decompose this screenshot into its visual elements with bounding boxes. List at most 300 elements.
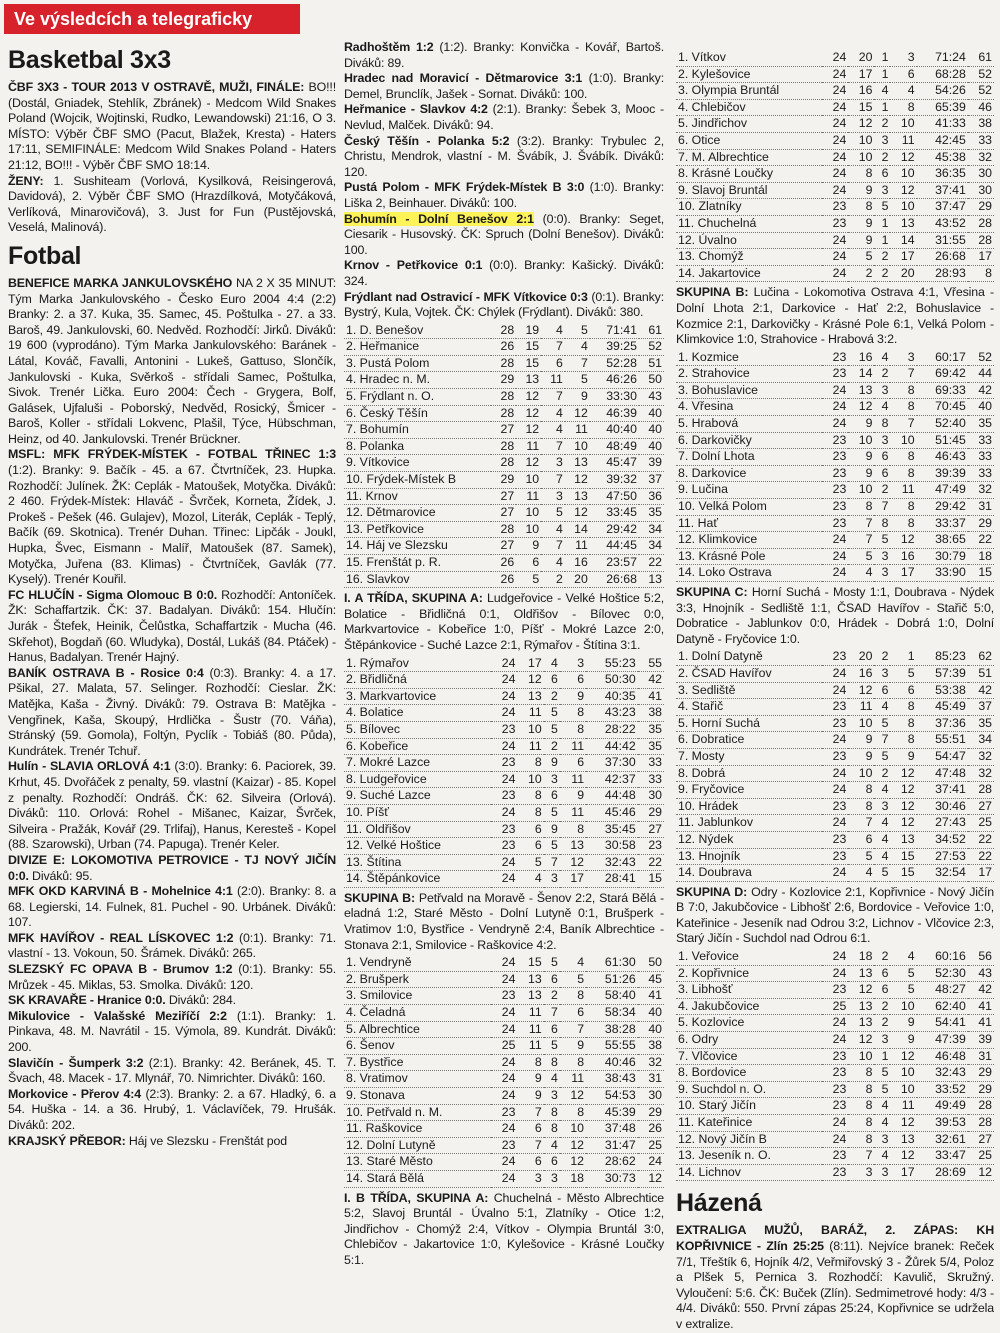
table-row [344, 1170, 664, 1187]
stat-cell: 10 [848, 149, 874, 166]
stat-cell: 12 [565, 472, 590, 489]
stat-cell: 7 [890, 416, 916, 433]
stat-cell: 6 [874, 449, 890, 466]
stat-cell: 31:55 [917, 232, 968, 249]
stat-cell: 11 [560, 738, 586, 755]
result-details: (1:2). Branky: 9. Bačík - 45. a 67. Čtvrtníček, 23. Hupka. Rozhodčí: Julínek. ŽK: Ceplák - Matoušek, Motyčka. Diváků: 2 460. Frýdek-Místek: Hlaváč - Švrček, Korneta, Žídek, J. Prokeš - Pešek (46. Gulajev), Mozol, Literák, Ceplák - Teplý, Bačík (69. Skotnica). Trenér Duhan. Třinec: Lipčák - Joukl, Hupka, Švec, Eismann - Malíř, Matoušek (87. Samek), Motyčka, Juřena (83. Klimas) - Čtvrtníček, Gavlák (77. Kyselý). Trenér Kouřil. [8, 463, 336, 587]
stat-cell: 69:42 [917, 366, 968, 383]
stat-cell: 10 [565, 438, 590, 455]
stat-cell: 44 [968, 366, 994, 383]
stat-cell: 9 [560, 788, 586, 805]
stat-cell: 11 [516, 438, 541, 455]
result-paragraph [344, 891, 664, 953]
stat-cell: 15 [890, 848, 916, 865]
stat-cell: 23 [822, 1164, 848, 1181]
stat-cell: 24 [491, 656, 517, 672]
stat-cell: 28 [491, 438, 516, 455]
stat-cell: 61 [968, 50, 994, 66]
team-name: 6. Odry [676, 1032, 822, 1049]
result-details: (2:1). Branky: Šebek 3, Mooc - Nevlud, Malček. Diváků: 94. [344, 102, 664, 132]
stat-cell: 32 [968, 482, 994, 499]
table-row [676, 748, 994, 765]
stat-cell: 28 [968, 215, 994, 232]
stat-cell: 23 [822, 831, 848, 848]
stat-cell: 28:62 [586, 1154, 638, 1171]
result-headline: Pustá Polom - MFK Frýdek-Místek B 3:0 [344, 180, 585, 195]
table-row [344, 688, 664, 705]
stat-cell: 23 [822, 449, 848, 466]
stat-cell: 24 [822, 50, 848, 66]
stat-cell: 8 [517, 804, 543, 821]
stat-cell: 23 [822, 699, 848, 716]
stat-cell: 6 [874, 682, 890, 699]
table-row [676, 1098, 994, 1115]
stat-cell: 24 [822, 66, 848, 83]
table-row [676, 399, 994, 416]
table-row [344, 339, 664, 356]
stat-cell: 12 [848, 116, 874, 133]
stat-cell: 37:48 [586, 1121, 638, 1138]
team-name: 14. Stará Bělá [344, 1170, 491, 1187]
stat-cell: 27:53 [917, 848, 968, 865]
stat-cell: 23 [822, 215, 848, 232]
team-name: 10. Frýdek-Místek B [344, 472, 491, 489]
result-details: (0:1). Branky: 55. Mrůzek - 45. Miklas, 53. Smolka. Diváků: 120. [8, 962, 336, 992]
stat-cell: 23 [822, 482, 848, 499]
stat-cell: 24 [822, 116, 848, 133]
stat-cell: 23 [491, 1104, 517, 1121]
stat-cell: 23 [822, 848, 848, 865]
stat-cell: 28 [491, 521, 516, 538]
stat-cell: 52 [968, 83, 994, 100]
result-headline: I. B TŘÍDA, SKUPINA A: [344, 1190, 489, 1205]
team-name: 16. Slavkov [344, 571, 491, 588]
stat-cell: 29 [491, 472, 516, 489]
stat-cell: 10 [890, 116, 916, 133]
stat-cell: 12 [890, 1048, 916, 1065]
stat-cell: 8 [890, 449, 916, 466]
stat-cell: 35 [968, 416, 994, 433]
stat-cell: 26 [491, 571, 516, 588]
stat-cell: 8 [968, 265, 994, 282]
table-row [344, 1071, 664, 1088]
stat-cell: 1 [874, 1048, 890, 1065]
result-details: (2:3). Branky: 2. a 67. Hladký, 6. a 54. Huška - 14. a 36. Hrubý, 1. Václavíček, 79. Hrušák. Diváků: 202. [8, 1086, 336, 1132]
table-row [344, 1088, 664, 1105]
stat-cell: 7 [541, 538, 565, 555]
table-row [676, 798, 994, 815]
stat-cell: 23 [822, 1148, 848, 1165]
stat-cell: 24 [822, 1015, 848, 1032]
team-name: 14. Lichnov [676, 1164, 822, 1181]
stat-cell: 26 [638, 1121, 664, 1138]
team-name: 4. Vřesina [676, 399, 822, 416]
stat-cell: 9 [890, 748, 916, 765]
stat-cell: 30 [968, 182, 994, 199]
stat-cell: 32:43 [586, 854, 638, 871]
table-row [676, 565, 994, 582]
team-name: 13. Štítina [344, 854, 491, 871]
stat-cell: 24 [822, 149, 848, 166]
stat-cell: 42:45 [917, 132, 968, 149]
stat-cell: 24 [491, 1170, 517, 1187]
stat-cell: 24 [491, 1021, 517, 1038]
stat-cell: 9 [560, 688, 586, 705]
stat-cell: 2 [541, 571, 565, 588]
column-2 [344, 40, 664, 1269]
stat-cell: 16 [565, 555, 590, 572]
stat-cell: 4 [541, 521, 565, 538]
table-row [344, 1104, 664, 1121]
result-headline: MSFL: MFK FRÝDEK-MÍSTEK - FOTBAL TŘINEC 1:3 [8, 447, 336, 462]
stat-cell: 22 [968, 848, 994, 865]
stat-cell: 9 [848, 232, 874, 249]
stat-cell: 26:68 [917, 249, 968, 266]
stat-cell: 2 [874, 149, 890, 166]
team-name: 6. Šenov [344, 1038, 491, 1055]
stat-cell: 30 [638, 1088, 664, 1105]
stat-cell: 1 [874, 215, 890, 232]
result-headline: SLEZSKÝ FC OPAVA B - Brumov 1:2 [8, 962, 233, 977]
team-name: 2. Kopřivnice [676, 965, 822, 982]
team-name: 3. Smilovice [344, 988, 491, 1005]
stat-cell: 8 [890, 732, 916, 749]
stat-cell: 46 [968, 99, 994, 116]
table-row [676, 532, 994, 549]
stat-cell: 62 [968, 649, 994, 665]
stat-cell: 15 [848, 99, 874, 116]
stat-cell: 14 [565, 521, 590, 538]
team-name: 9. Lučina [676, 482, 822, 499]
team-name: 14. Háj ve Slezsku [344, 538, 491, 555]
stat-cell: 35 [638, 738, 664, 755]
result-headline: SKUPINA D: [676, 884, 748, 899]
stat-cell: 24 [822, 965, 848, 982]
stat-cell: 23 [491, 755, 517, 772]
stat-cell: 20 [565, 571, 590, 588]
stat-cell: 31 [968, 499, 994, 516]
team-name: 4. Stařič [676, 699, 822, 716]
stat-cell: 8 [517, 755, 543, 772]
stat-cell: 8 [890, 499, 916, 516]
stat-cell: 8 [560, 721, 586, 738]
table-row [676, 249, 994, 266]
stat-cell: 13 [890, 831, 916, 848]
stat-cell: 4 [565, 339, 590, 356]
stat-cell: 27 [638, 821, 664, 838]
team-name: 13. Hnojník [676, 848, 822, 865]
stat-cell: 22 [968, 532, 994, 549]
stat-cell: 6 [874, 166, 890, 183]
stat-cell: 28 [491, 405, 516, 422]
stat-cell: 24 [822, 132, 848, 149]
stat-cell: 13 [848, 998, 874, 1015]
stat-cell: 23 [822, 748, 848, 765]
stat-cell: 12 [890, 532, 916, 549]
stat-cell: 4 [890, 949, 916, 965]
stat-cell: 62:40 [917, 998, 968, 1015]
team-name: 7. Bystřice [344, 1054, 491, 1071]
stat-cell: 29 [968, 515, 994, 532]
stat-cell: 26:68 [590, 571, 639, 588]
stat-cell: 8 [890, 515, 916, 532]
team-name: 5. Hrabová [676, 416, 822, 433]
stat-cell: 25 [491, 1038, 517, 1055]
stat-cell: 38:43 [586, 1071, 638, 1088]
table-row [676, 350, 994, 366]
stat-cell: 6 [874, 465, 890, 482]
stat-cell: 8 [874, 515, 890, 532]
stat-cell: 12 [848, 682, 874, 699]
stat-cell: 36:35 [917, 166, 968, 183]
stat-cell: 24 [822, 1115, 848, 1132]
result-paragraph [8, 1134, 336, 1150]
stat-cell: 24 [491, 1154, 517, 1171]
stat-cell: 7 [848, 1148, 874, 1165]
team-name: 4. Čeladná [344, 1005, 491, 1022]
team-name: 13. Chomýž [676, 249, 822, 266]
stat-cell: 15 [516, 355, 541, 372]
stat-cell: 27 [491, 505, 516, 522]
stat-cell: 9 [848, 182, 874, 199]
team-name: 3. Sedliště [676, 682, 822, 699]
team-name: 6. Otice [676, 132, 822, 149]
stat-cell: 10 [848, 432, 874, 449]
table-row [676, 199, 994, 216]
team-name: 1. Veřovice [676, 949, 822, 965]
stat-cell: 10 [516, 521, 541, 538]
stat-cell: 45:46 [586, 804, 638, 821]
team-name: 11. Kateřinice [676, 1115, 822, 1132]
stat-cell: 37:47 [917, 199, 968, 216]
team-name: 6. Český Těšín [344, 405, 491, 422]
stat-cell: 12 [638, 1170, 664, 1187]
stat-cell: 7 [541, 438, 565, 455]
result-headline: Radhoštěm 1:2 [344, 40, 434, 54]
result-headline: Krnov - Petřkovice 0:1 [344, 258, 483, 273]
stat-cell: 22 [639, 555, 664, 572]
stat-cell: 27 [968, 798, 994, 815]
stat-cell: 28:69 [917, 1164, 968, 1181]
stat-cell: 30:79 [917, 548, 968, 565]
stat-cell: 10 [848, 132, 874, 149]
stat-cell: 24 [822, 765, 848, 782]
stat-cell: 71:41 [590, 323, 639, 339]
stat-cell: 3 [541, 455, 565, 472]
stat-cell: 3 [874, 182, 890, 199]
result-paragraph [676, 885, 994, 947]
team-name: 13. Krásné Pole [676, 548, 822, 565]
stat-cell: 23 [491, 1137, 517, 1154]
stat-cell: 12 [968, 1164, 994, 1181]
stat-cell: 39:32 [590, 472, 639, 489]
table-row [344, 971, 664, 988]
stat-cell: 2 [874, 1015, 890, 1032]
stat-cell: 8 [560, 1104, 586, 1121]
stat-cell: 8 [890, 382, 916, 399]
stat-cell: 28:41 [586, 871, 638, 888]
stat-cell: 7 [874, 499, 890, 516]
stat-cell: 26 [491, 555, 516, 572]
stat-cell: 68:28 [917, 66, 968, 83]
stat-cell: 5 [874, 1081, 890, 1098]
table-row [344, 372, 664, 389]
stat-cell: 24 [822, 166, 848, 183]
stat-cell: 12 [565, 405, 590, 422]
stat-cell: 30 [968, 166, 994, 183]
stat-cell: 24 [491, 771, 517, 788]
table-row [676, 965, 994, 982]
table-row [344, 1054, 664, 1071]
team-name: 13. Jeseník n. O. [676, 1148, 822, 1165]
stat-cell: 24 [822, 532, 848, 549]
stat-cell: 11 [517, 1005, 543, 1022]
table-row [344, 505, 664, 522]
stat-cell: 7 [541, 389, 565, 406]
stat-cell: 5 [565, 372, 590, 389]
result-details: 1. Sushiteam (Vorlová, Kysilková, Reisingerová, Davidová), 2. Výběr ČBF SMO (Hrazdílková, Motyčáková, Verlíková, Minarovičová), 3. Just for Fun (Pustějovská, Veselá, Malinová). [8, 173, 336, 235]
stat-cell: 3 [544, 871, 560, 888]
team-name: 6. Darkovičky [676, 432, 822, 449]
result-paragraph [8, 931, 336, 962]
team-name: 5. Albrechtice [344, 1021, 491, 1038]
stat-cell: 35 [638, 721, 664, 738]
stat-cell: 53:38 [917, 682, 968, 699]
stat-cell: 5 [848, 848, 874, 865]
stat-cell: 29 [968, 1065, 994, 1082]
result-headline: ŽENY: [8, 173, 44, 188]
table-row [344, 656, 664, 672]
result-headline: Bohumín - Dolní Benešov 2:1 [344, 211, 534, 226]
stat-cell: 7 [848, 515, 874, 532]
stat-cell: 7 [541, 339, 565, 356]
stat-cell: 61:30 [586, 955, 638, 971]
stat-cell: 12 [848, 399, 874, 416]
stat-cell: 24 [822, 1032, 848, 1049]
table-row [344, 804, 664, 821]
stat-cell: 24 [491, 854, 517, 871]
table-row [344, 738, 664, 755]
table-row [344, 854, 664, 871]
stat-cell: 20 [890, 265, 916, 282]
stat-cell: 39:25 [590, 339, 639, 356]
standings-table [344, 955, 664, 1187]
stat-cell: 5 [560, 971, 586, 988]
result-paragraph [8, 588, 336, 666]
stat-cell: 30:46 [917, 798, 968, 815]
stat-cell: 52 [968, 350, 994, 366]
team-name: 7. Bohumín [344, 422, 491, 439]
stat-cell: 5 [544, 804, 560, 821]
stat-cell: 20 [848, 649, 874, 665]
stat-cell: 8 [848, 782, 874, 799]
stat-cell: 13 [565, 455, 590, 472]
table-row [344, 1154, 664, 1171]
stat-cell: 42 [968, 682, 994, 699]
stat-cell: 52:40 [917, 416, 968, 433]
stat-cell: 33:52 [917, 1081, 968, 1098]
stat-cell: 11 [516, 488, 541, 505]
stat-cell: 2 [874, 482, 890, 499]
stat-cell: 16 [848, 350, 874, 366]
stat-cell: 11 [890, 482, 916, 499]
stat-cell: 51 [639, 355, 664, 372]
result-details: Chuchelná - Město Albrechtice 5:2, Slavoj Bruntál - Úvalno 5:1, Zlatníky - Otice 1:2, Jindřichov - Chomýž 2:4, Vítkov - Olympia Bruntál 3:0, Chlebičov - Jakartovice 1:0, Kylešovice - Krásné Loučky 5:1. [344, 1190, 664, 1267]
stat-cell: 41 [968, 1015, 994, 1032]
stat-cell: 11 [517, 705, 543, 722]
stat-cell: 24 [822, 732, 848, 749]
stat-cell: 24 [822, 548, 848, 565]
stat-cell: 41 [968, 998, 994, 1015]
stat-cell: 71:24 [917, 50, 968, 66]
stat-cell: 6 [544, 672, 560, 689]
stat-cell: 5 [848, 249, 874, 266]
stat-cell: 46:26 [590, 372, 639, 389]
team-name: 7. M. Albrechtice [676, 149, 822, 166]
stat-cell: 11 [565, 538, 590, 555]
table-row [676, 865, 994, 882]
stat-cell: 9 [544, 755, 560, 772]
result-paragraph [344, 71, 664, 102]
stat-cell: 10 [848, 482, 874, 499]
stat-cell: 12 [516, 389, 541, 406]
result-paragraph [8, 884, 336, 931]
stat-cell: 13 [516, 372, 541, 389]
stat-cell: 52 [639, 339, 664, 356]
stat-cell: 11 [517, 1021, 543, 1038]
stat-cell: 8 [890, 465, 916, 482]
team-name: 10. Starý Jičín [676, 1098, 822, 1115]
stat-cell: 8 [560, 1054, 586, 1071]
stat-cell: 42 [638, 672, 664, 689]
team-name: 14. Jakartovice [676, 265, 822, 282]
table-row [676, 1164, 994, 1181]
table-row [344, 438, 664, 455]
column-1 [8, 46, 336, 1149]
stat-cell: 24 [491, 1121, 517, 1138]
stat-cell: 5 [544, 705, 560, 722]
table-row [676, 998, 994, 1015]
stat-cell: 47:50 [590, 488, 639, 505]
stat-cell: 9 [848, 748, 874, 765]
table-row [676, 382, 994, 399]
stat-cell: 24 [822, 865, 848, 882]
stat-cell: 24 [822, 815, 848, 832]
result-headline: FC HLUČÍN - Sigma Olomouc B 0:0. [8, 587, 218, 602]
stat-cell: 12 [565, 505, 590, 522]
stat-cell: 25 [968, 815, 994, 832]
stat-cell: 56 [968, 949, 994, 965]
stat-cell: 7 [517, 1137, 543, 1154]
team-name: 15. Frenštát p. R. [344, 555, 491, 572]
table-row [676, 265, 994, 282]
stat-cell: 8 [544, 1054, 560, 1071]
stat-cell: 22 [638, 854, 664, 871]
stat-cell: 9 [848, 215, 874, 232]
stat-cell: 6 [560, 1005, 586, 1022]
standings-table [676, 350, 994, 582]
team-name: 11. Jablunkov [676, 815, 822, 832]
stat-cell: 5 [565, 323, 590, 339]
stat-cell: 17 [517, 656, 543, 672]
stat-cell: 44:48 [586, 788, 638, 805]
stat-cell: 34:52 [917, 831, 968, 848]
team-name: 1. Rýmařov [344, 656, 491, 672]
stat-cell: 69:33 [917, 382, 968, 399]
stat-cell: 6 [890, 66, 916, 83]
stat-cell: 9 [516, 538, 541, 555]
team-name: 9. Vítkovice [344, 455, 491, 472]
